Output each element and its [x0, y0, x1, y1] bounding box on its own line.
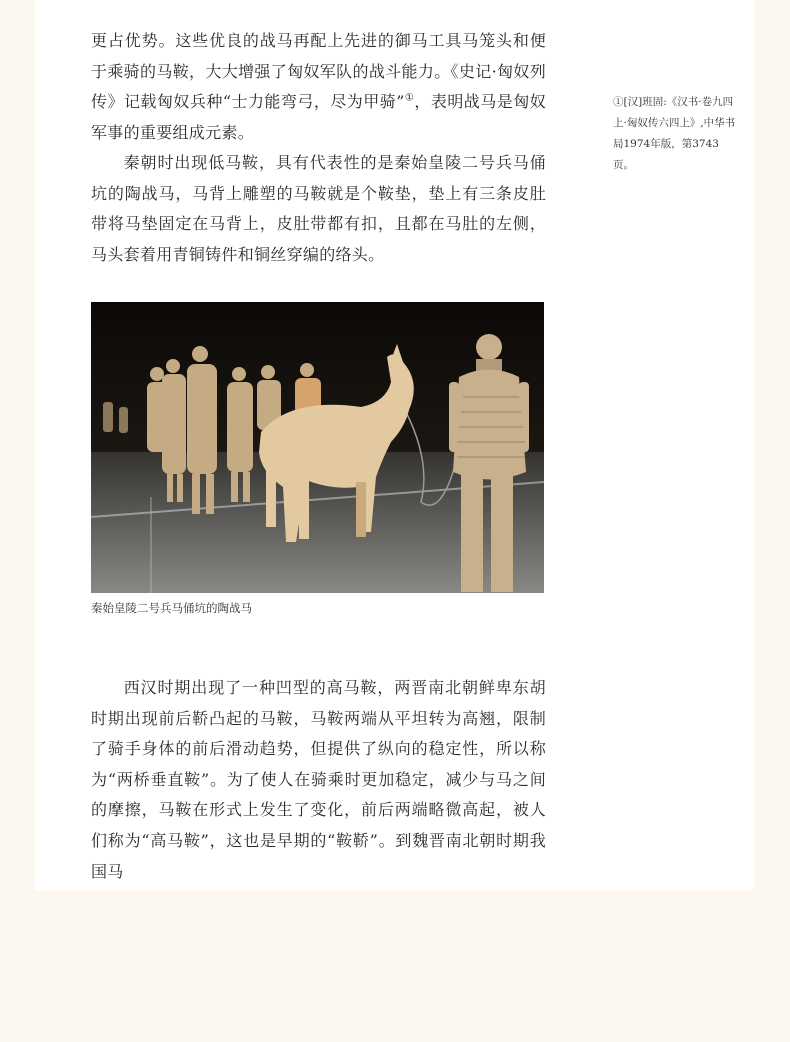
terracotta-horse-photo [91, 302, 544, 593]
photo-caption: 秦始皇陵二号兵马俑坑的陶战马 [91, 603, 252, 615]
footnote-ref-1[interactable]: ① [404, 92, 415, 104]
footnote-1: ①[汉]班固:《汉书·卷九四上·匈奴传六四上》,中华书局1974年版，第3743页。 [613, 96, 736, 171]
paragraph-3: 西汉时期出现了一种凹型的高马鞍，两晋南北朝鲜卑东胡时期出现前后鞒凸起的马鞍，马鞍两端从平坦转为高翘，限制了骑手身体的前后滑动趋势，但提供了纵向的稳定性，所以称为“两桥垂直鞍”。为了使人在骑乘时更加稳定，减少与马之间的摩擦，马鞍在形式上发生了变化，前后两端略微高起，被人们称为“高马鞍”，这也是早期的“鞍鞒”。到魏晋南北朝时期我国马 [91, 678, 546, 881]
photo-illustration [91, 302, 544, 593]
paragraph-2: 秦朝时出现低马鞍，具有代表性的是秦始皇陵二号兵马俑坑的陶战马，马背上雕塑的马鞍就是个鞍垫，垫上有三条皮肚带将马垫固定在马背上，皮肚带都有扣，且都在马肚的左侧，马头套着用青铜铸件和铜丝穿编的络头。 [91, 153, 546, 264]
paragraph-1: 更占优势。这些优良的战马再配上先进的御马工具马笼头和便于乘骑的马鞍，大大增强了匈奴军队的战斗能力。《史记·匈奴列传》记载匈奴兵种“士力能弯弓，尽为甲骑”①，表明战马是匈奴军事的重要组成元素。 [91, 31, 546, 142]
